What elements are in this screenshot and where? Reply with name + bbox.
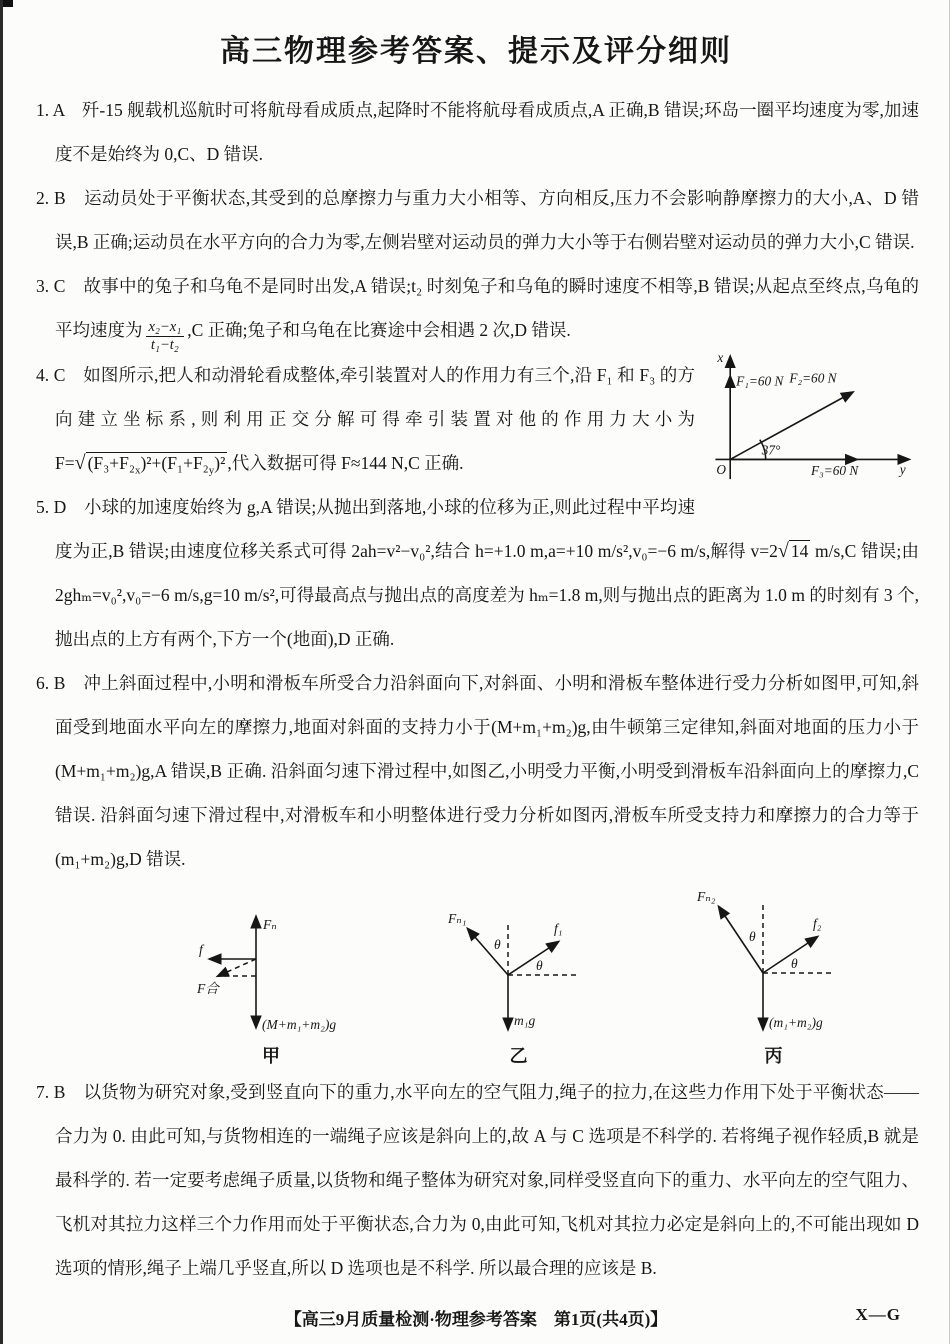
friction-arrow	[508, 942, 558, 975]
page-title: 高三物理参考答案、提示及评分细则	[220, 35, 732, 68]
friction-label: f	[199, 942, 203, 958]
friction-label: f₁	[554, 921, 563, 937]
force-diagram-bing	[691, 887, 856, 1035]
normal-force-arrow	[719, 907, 763, 973]
caption-bing: 丙	[764, 1046, 783, 1067]
origin-label: O	[716, 462, 727, 478]
caption-yi: 乙	[509, 1046, 528, 1067]
f2-label: F₂=60 N	[789, 370, 837, 386]
force-axes-diagram-q4	[707, 349, 919, 487]
friction-arrow	[763, 937, 817, 973]
answer-item-4	[36, 350, 919, 485]
normal-force-label: Fₙ₁	[448, 911, 467, 927]
answer-item-1: 1. A 歼-15 舰载机巡航时可将航母看成质点,起降时不能将航母看成质点,A 正确,B 错误;环岛一圈平均速度为零,加速度不是始终为 0,C、D 错误.	[36, 100, 919, 164]
normal-force-label: Fₙ₂	[697, 889, 716, 905]
force-diagram-jia	[196, 909, 346, 1035]
theta-vertical-label: θ	[494, 937, 501, 953]
answer-item-3: 3. C 故事中的兔子和乌龟不是同时出发,A 错误;t₂ 时刻兔子和乌龟的瞬时速度不相等,B 错误;从起点至终点,乌龟的平均速度为 $\frac{\text{x₂−x₁}}{\text{t₁−t₂}}$ ,C 正确;兔子和乌龟在比赛途中会相遇 2 次,D 错误.	[36, 276, 919, 353]
answer-item-5: 5. D 小球的加速度始终为 g,A 错误;从抛出到落地,小球的位移为正,则此过程中平均速度为正,B 错误;由速度位移关系式可得 2ah=v²−v₀²,结合 h=+1.0 m,a=+10 m/s²,v₀=−6 m/s,解得 v=2√ 14 m/s,C 错误;由 2ghₘ=v₀²,v₀=−6 m/s,g=10 m/s²,可得最高点与抛出点的高度差为 hₘ=1.8 m,则与抛出点的距离为 1.0 m 的时刻有 3 个,抛出点的上方有两个,下方一个(地面),D 正确.	[36, 497, 919, 650]
resultant-label: F合	[197, 981, 219, 997]
force-diagram-yi	[446, 909, 591, 1035]
f1-label: F₁=60 N	[736, 373, 784, 389]
theta-horizontal-label: θ	[791, 956, 798, 972]
gravity-label: (m₁+m₂)g	[769, 1015, 823, 1031]
force-diagrams-row	[36, 887, 919, 1068]
footer-right-code: X—G	[855, 1305, 901, 1324]
friction-label: f₂	[813, 916, 822, 932]
figure-yi	[446, 909, 591, 1068]
gravity-label: (M+m₁+m₂)g	[262, 1017, 337, 1033]
gravity-label: m₁g	[514, 1013, 536, 1029]
f2-vector	[730, 393, 852, 460]
answer-text-4: 4. C 如图所示,把人和动滑轮看成整体,牵引装置对人的作用力有三个,沿 F₁ 和 F₃ 的方向建立坐标系,则利用正交分解可得牵引装置对他的作用力大小为 F=√ $(F_3+F_2_x)^2+(F_1+F_2_y)^2$ ,代入数据可得 F≈144 N,C 正确.	[36, 365, 695, 477]
answer-item-2: 2. B 运动员处于平衡状态,其受到的总摩擦力与重力大小相等、方向相反,压力不会影响静摩擦力的大小,A、D 错误,B 正确;运动员在水平方向的合力为零,左侧岩壁对运动员的弹力大小等于右侧岩壁对运动员的弹力大小,C 错误.	[36, 188, 919, 252]
normal-force-arrow	[468, 929, 508, 975]
answer-item-6: 6. B 冲上斜面过程中,小明和滑板车所受合力沿斜面向下,对斜面、小明和滑板车整体进行受力分析如图甲,可知,斜面受到地面水平向左的摩擦力,地面对斜面的支持力小于(M+m₁+m₂)g,由牛顿第三定律知,斜面对地面的压力小于(M+m₁+m₂)g,A 错误,B 正确. 沿斜面匀速下滑过程中,如图乙,小明受力平衡,小明受到滑板车沿斜面向上的摩擦力,C 错误. 沿斜面匀速下滑过程中,对滑板车和小明整体进行受力分析如图丙,滑板车所受支持力和摩擦力的合力等于(m₁+m₂)g,D 错误.	[36, 673, 919, 870]
axis-label-y: y	[899, 462, 906, 478]
answer-item-7: 7. B 以货物为研究对象,受到竖直向下的重力,水平向左的空气阻力,绳子的拉力,在这些力作用下处于平衡状态——合力为 0. 由此可知,与货物相连的一端绳子应该是斜向上的,故 A 与 C 选项是不科学的. 若将绳子视作轻质,B 就是最科学的. 若一定要考虑绳子质量,以货物和绳子整体为研究对象,同样受竖直向下的重力、水平向左的空气阻力、飞机对其拉力这样三个力作用而处于平衡状态,合力为 0,由此可知,飞机对其拉力必定是斜向上的,不可能出现如 D 选项的情形,绳子上端几乎竖直,所以 D 选项也是不科学. 所以最合理的应该是 B.	[36, 1082, 919, 1279]
answers-content	[3, 70, 949, 1290]
figure-bing	[691, 887, 856, 1068]
angle-label: 37°	[761, 442, 781, 458]
theta-horizontal-label: θ	[536, 958, 543, 974]
normal-force-label: Fₙ	[263, 917, 277, 933]
footer-center-text: 【高三9月质量检测·物理参考答案 第1页(共4页)】	[284, 1310, 668, 1329]
page-footer	[3, 1305, 949, 1330]
resultant-dashed-arrow	[218, 959, 256, 976]
theta-vertical-label: θ	[749, 929, 756, 945]
f3-label: F₃=60 N	[811, 463, 859, 479]
caption-jia: 甲	[262, 1046, 280, 1067]
figure-jia	[196, 909, 346, 1068]
axis-label-x: x	[717, 350, 724, 366]
print-corner-mark	[3, 0, 13, 7]
